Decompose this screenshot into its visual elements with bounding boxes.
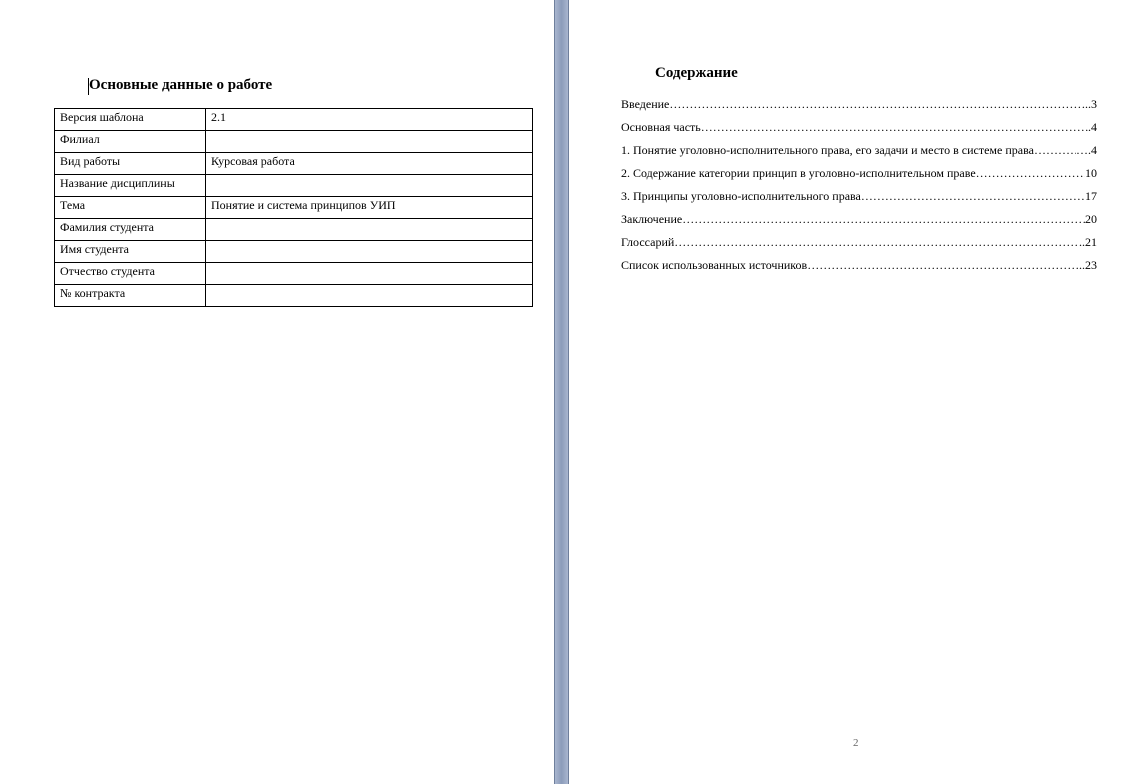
page-gap — [555, 0, 568, 784]
table-cell-label[interactable]: Филиал — [55, 131, 206, 153]
toc-entry-page: ….4 — [1076, 143, 1097, 157]
toc-leader-dots — [807, 257, 1079, 273]
table-cell-label[interactable]: Вид работы — [55, 153, 206, 175]
table-cell-value[interactable] — [206, 131, 533, 153]
toc-entry-page: 20 — [1085, 212, 1097, 226]
work-info-table — [54, 108, 533, 307]
table-cell-label[interactable]: Отчество студента — [55, 263, 206, 285]
table-cell-value[interactable] — [206, 263, 533, 285]
table-row — [55, 241, 533, 263]
toc-entry-text: Введение — [621, 97, 670, 111]
toc-entry-text: Глоссарий — [621, 235, 675, 249]
table-row — [55, 285, 533, 307]
toc-entry[interactable] — [621, 165, 1097, 188]
toc-entry-page: .4 — [1088, 120, 1097, 134]
toc-entry-text: 2. Содержание категории принцип в уголовно-исполнительном праве — [621, 166, 976, 180]
toc-entry-text: 1. Понятие уголовно-исполнительного права, его задачи и место в системе права — [621, 143, 1034, 157]
page-title: Основные данные о работе — [89, 77, 273, 93]
table-row — [55, 109, 533, 131]
table-cell-label[interactable]: Название дисциплины — [55, 175, 206, 197]
table-row — [55, 263, 533, 285]
toc-entry-text: Список использованных источников — [621, 258, 808, 272]
table-cell-value[interactable]: 2.1 — [206, 109, 533, 131]
table-row — [55, 175, 533, 197]
table-cell-value[interactable]: Понятие и система принципов УИП — [206, 197, 533, 219]
table-cell-label[interactable]: Имя студента — [55, 241, 206, 263]
toc-entry[interactable] — [621, 234, 1097, 257]
toc-leader-dots — [701, 119, 1088, 135]
table-row — [55, 197, 533, 219]
toc-entry-text: 3. Принципы уголовно-исполнительного права — [621, 189, 861, 203]
table-cell-label[interactable]: № контракта — [55, 285, 206, 307]
toc-entry-page: 10 — [1085, 166, 1097, 180]
toc-entry-page: ..21 — [1079, 235, 1097, 249]
toc-leader-dots — [1034, 142, 1076, 158]
table-cell-label[interactable]: Версия шаблона — [55, 109, 206, 131]
toc-leader-dots — [976, 165, 1085, 181]
toc-leader-dots — [669, 96, 1085, 112]
toc-entry[interactable] — [621, 119, 1097, 142]
document-page-2[interactable] — [568, 0, 1121, 784]
table-row — [55, 219, 533, 241]
table-row — [55, 153, 533, 175]
table-row — [55, 131, 533, 153]
toc-entry-page: ..23 — [1079, 258, 1097, 272]
table-cell-value[interactable] — [206, 175, 533, 197]
toc-leader-dots — [682, 211, 1085, 227]
table-cell-label[interactable]: Фамилия студента — [55, 219, 206, 241]
toc-entry[interactable] — [621, 211, 1097, 234]
page-number: 2 — [853, 737, 859, 749]
table-cell-value[interactable] — [206, 219, 533, 241]
table-cell-label[interactable]: Тема — [55, 197, 206, 219]
document-page-1[interactable] — [0, 0, 555, 784]
toc-leader-dots — [861, 188, 1085, 204]
toc-entry-page: ..3 — [1085, 97, 1097, 111]
toc-entry[interactable] — [621, 142, 1097, 165]
toc-entry-page: 17 — [1085, 189, 1097, 203]
table-cell-value[interactable] — [206, 285, 533, 307]
toc-entry[interactable] — [621, 96, 1097, 119]
toc-entry-text: Заключение — [621, 212, 683, 226]
table-cell-value[interactable] — [206, 241, 533, 263]
table-of-contents — [621, 96, 1097, 280]
toc-entry[interactable] — [621, 188, 1097, 211]
toc-title: Содержание — [655, 65, 738, 81]
toc-entry-text: Основная часть — [621, 120, 701, 134]
toc-leader-dots — [674, 234, 1079, 250]
table-cell-value[interactable]: Курсовая работа — [206, 153, 533, 175]
toc-entry[interactable] — [621, 257, 1097, 280]
